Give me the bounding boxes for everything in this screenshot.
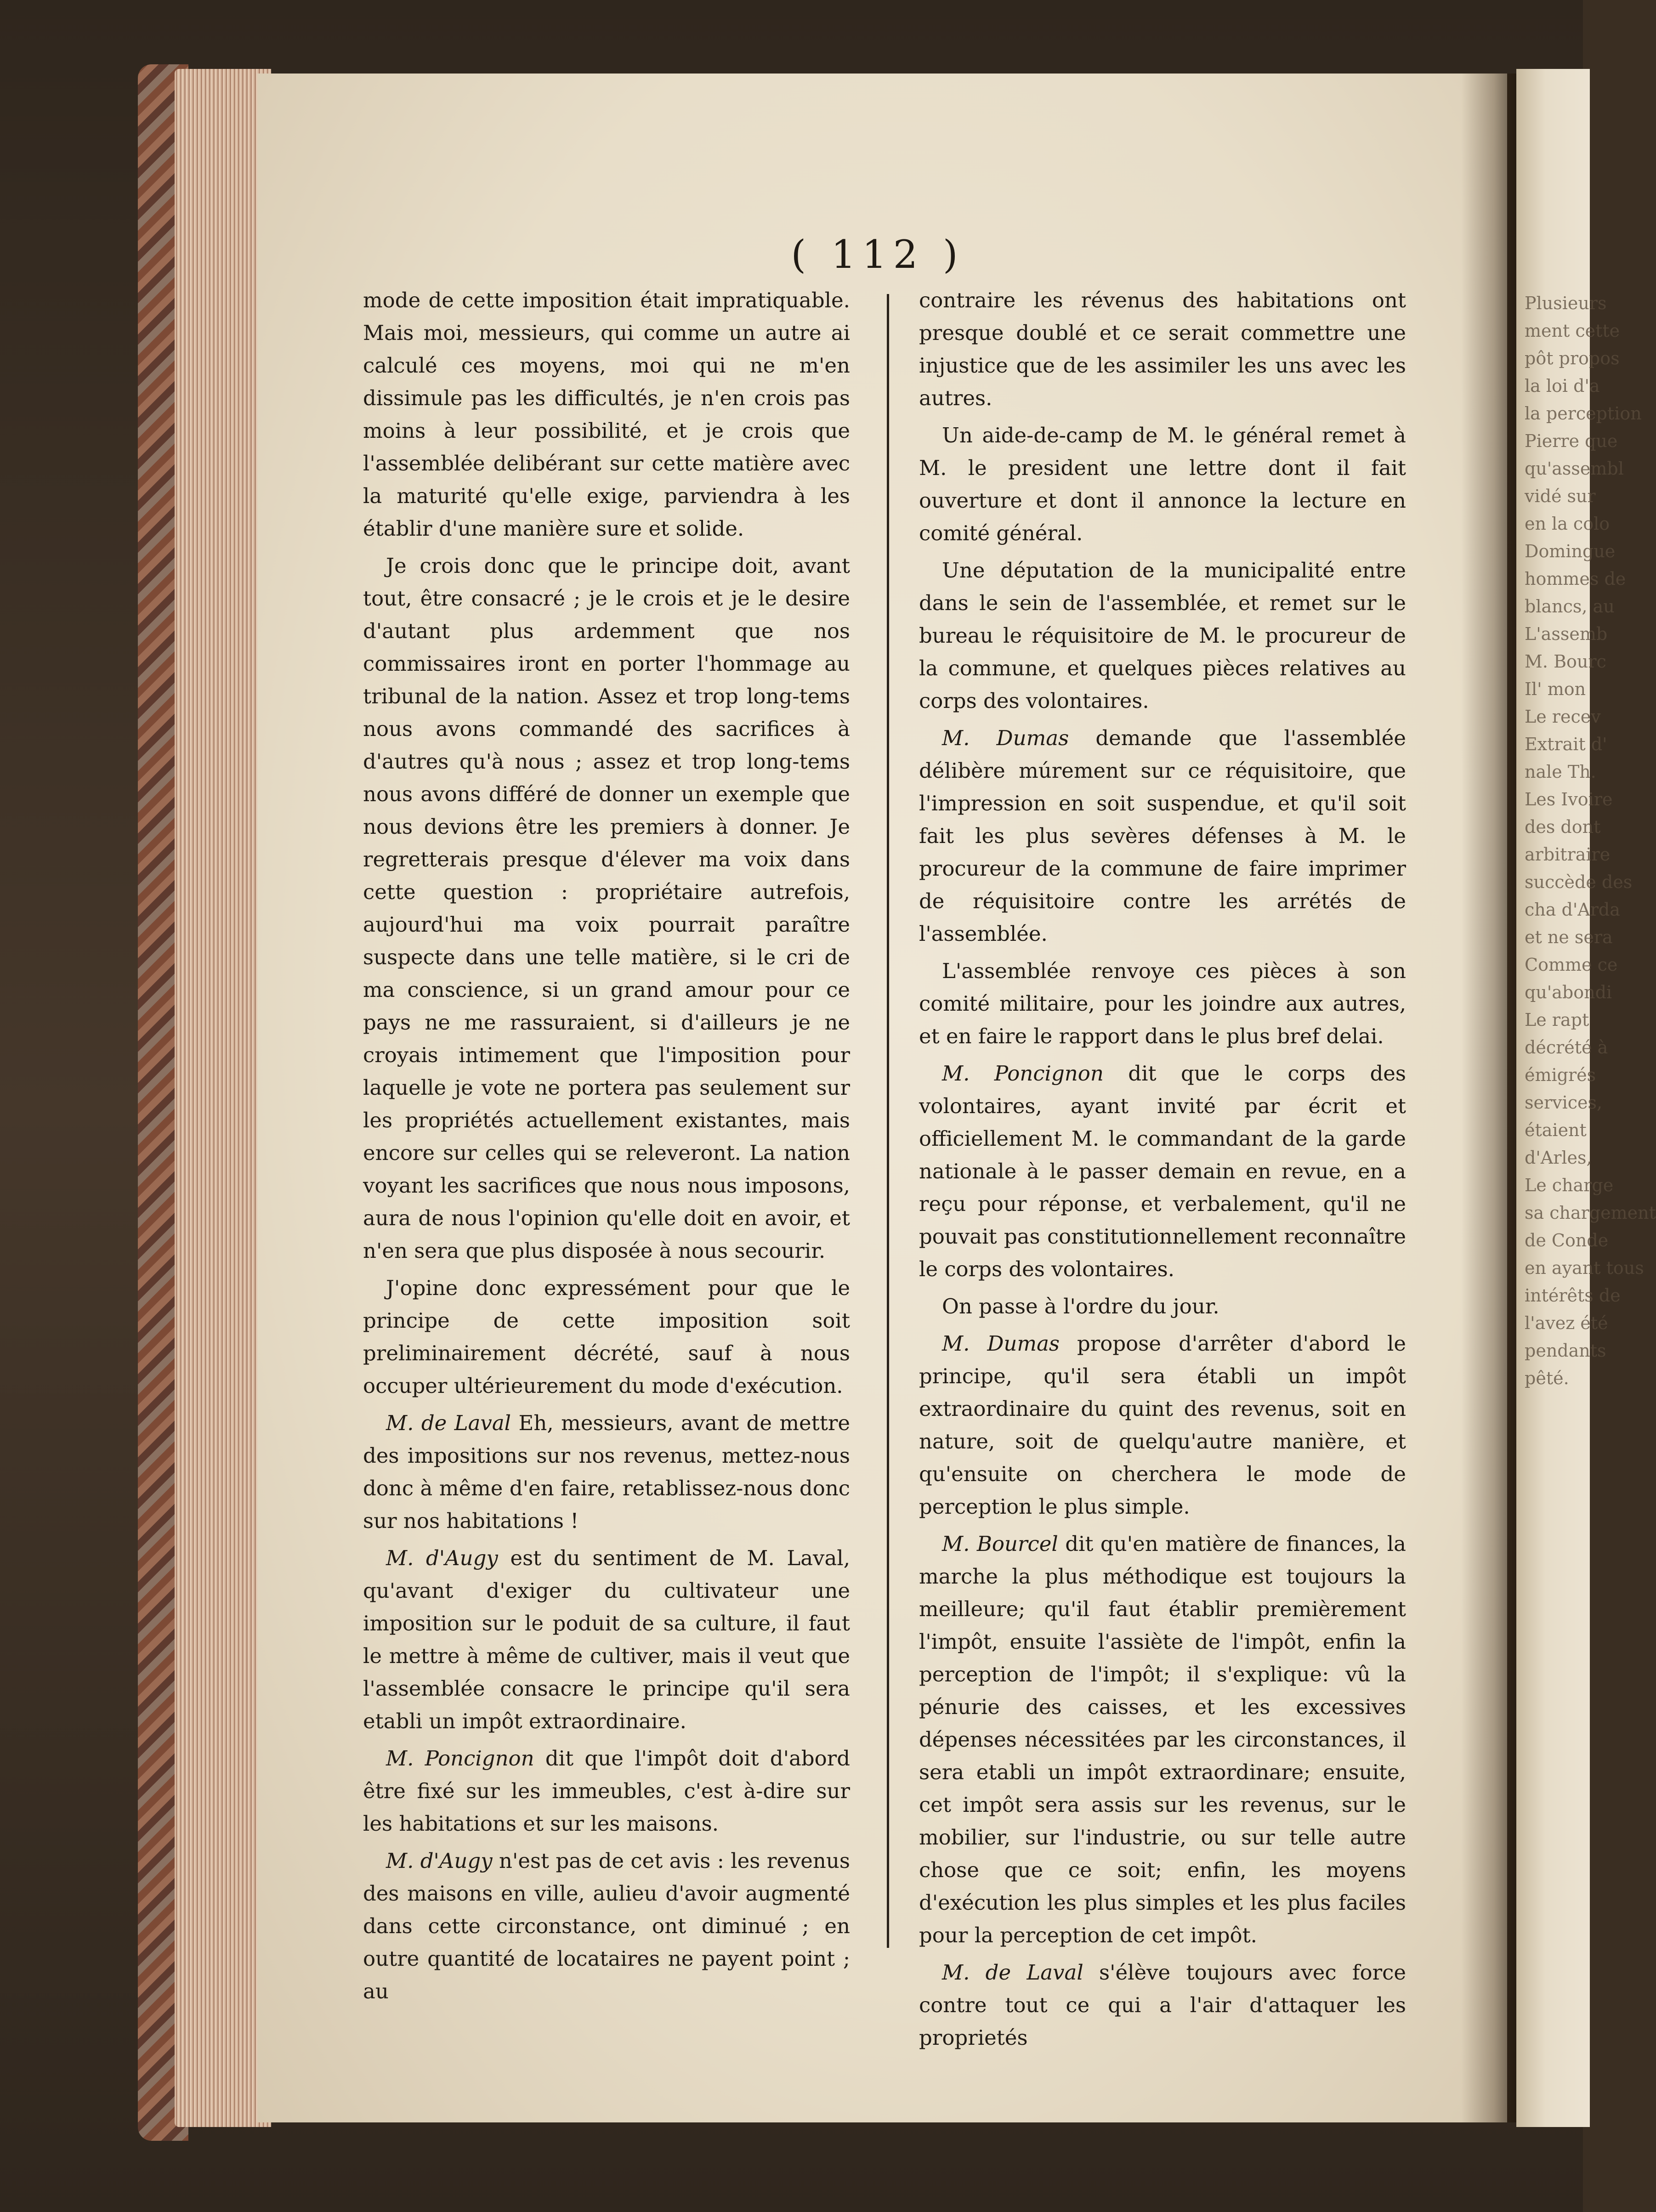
paragraph-text: contraire les révenus des habitations ont presque doublé et ce serait commettre une injustice que de les assimiler les uns avec les autres. <box>919 288 1406 410</box>
paragraph <box>919 1956 1406 2054</box>
paragraph <box>919 955 1406 1052</box>
fragment-line: Extrait d' <box>1525 734 1607 754</box>
fragment-line: M. Bourc <box>1525 651 1606 672</box>
paragraph <box>919 1057 1406 1285</box>
fragment-line: L'assemb <box>1525 624 1608 644</box>
fragment-line: en la colo <box>1525 514 1610 534</box>
paragraph <box>363 1272 850 1402</box>
paragraph-text: Je crois donc que le principe doit, avant tout, être consacré ; je le crois et je le desire d'autant plus ardemment que nos commissaires iront en porter l'hommage au tribunal de la nation. Assez et trop long-tems nous avons commandé des sacrifices à d'autres qu'à nous ; assez et trop long-tems nous avons différé de donner un exemple que nous devions être les premiers à donner. Je regretterais presque d'élever ma voix dans cette question : propriétaire autrefois, aujourd'hui ma voix pourrait paraître suspecte dans une telle matière, si le cri de ma conscience, si un grand amour pour ce pays ne me rassuraient, si d'ailleurs je ne croyais intimement que l'imposition pour laquelle je vote ne portera pas seulement sur les propriétés actuellement existantes, mais encore sur celles qui se releveront. La nation voyant les sacrifices que nous nous imposons, aura de nous l'opinion qu'elle doit en avoir, et n'en sera que plus disposée à nous secourir. <box>363 554 850 1263</box>
fragment-line: la loi d'a <box>1525 376 1600 396</box>
paragraph <box>919 1290 1406 1323</box>
paragraph <box>363 1844 850 2008</box>
paragraph-text: demande que l'assemblée délibère múrement sur ce réquisitoire, que l'impression en soit suspendue, et qu'il soit fait les plus sevères défenses à M. le procureur de la commune de faire imprimer de réquisitoire contre les arrétés de l'assemblée. <box>919 726 1406 946</box>
speaker-name: M. Poncignon <box>386 1746 534 1771</box>
fragment-line: blancs, au <box>1525 596 1615 617</box>
right-page-text <box>1516 69 1656 1392</box>
paragraph <box>363 1407 850 1537</box>
paragraph-text: dit que l'impôt doit d'abord être fixé sur les immeubles, c'est à-dire sur les habitations et sur les maisons. <box>363 1746 851 1836</box>
fragment-line: Comme ce <box>1525 955 1618 975</box>
paragraph <box>919 419 1406 549</box>
left-text-column <box>363 284 850 2012</box>
page-edges <box>175 69 271 2127</box>
fragment-line: en ayant tous <box>1525 1258 1644 1278</box>
column-rule <box>887 294 889 1948</box>
fragment-line: intérêts de <box>1525 1285 1621 1306</box>
paragraph-text: s'élève toujours avec force contre tout ce qui a l'air d'attaquer les proprietés <box>919 1960 1406 2050</box>
paragraph <box>919 1527 1406 1952</box>
paragraph-text: Eh, messieurs, avant de mettre des impositions sur nos revenus, mettez-nous donc à même d'en faire, retablissez-nous donc sur nos habitations ! <box>363 1411 850 1533</box>
fragment-line: pendants <box>1525 1341 1606 1361</box>
fragment-line: ment cette <box>1525 321 1620 341</box>
fragment-line: Il' mon <box>1525 679 1586 699</box>
paragraph <box>919 722 1406 950</box>
fragment-line: Plusieurs <box>1525 293 1607 313</box>
fragment-line: services, <box>1525 1092 1603 1113</box>
fragment-line: Les Ivoire <box>1525 789 1613 809</box>
paragraph <box>919 284 1406 414</box>
fragment-line: pêté. <box>1525 1368 1569 1388</box>
paragraph <box>363 1742 850 1840</box>
fragment-line: d'Arles, <box>1525 1148 1592 1168</box>
speaker-name: M. d'Augy <box>386 1849 493 1873</box>
fragment-line: et ne sera <box>1525 927 1613 947</box>
fragment-line: décrété à <box>1525 1037 1608 1058</box>
paragraph <box>919 1327 1406 1523</box>
speaker-name: M. Dumas <box>942 726 1069 750</box>
paragraph-text: J'opine donc expressément pour que le principe de cette imposition soit preliminairement décrété, sauf à nous occuper ultérieurement du mode d'exécution. <box>363 1276 850 1398</box>
fragment-line: Le rapt <box>1525 1010 1589 1030</box>
paragraph-text: mode de cette imposition était impratiquable. Mais moi, messieurs, qui comme un autre ai calculé ces moyens, moi qui ne m'en dissimule pas les difficultés, je n'en crois pas moins à leur possibilité, et je crois que l'assemblée delibérant sur cette matière avec la maturité qu'elle exige, parviendra à les établir d'une manière sure et solide. <box>363 288 850 541</box>
fragment-line: Le recev <box>1525 707 1601 727</box>
fragment-line: des dont <box>1525 817 1601 837</box>
paragraph-text: n'est pas de cet avis : les revenus des maisons en ville, aulieu d'avoir augmenté dans cette circonstance, ont diminué ; en outre quantité de locataires ne payent point ; au <box>363 1849 850 2003</box>
paragraph-text: propose d'arrêter d'abord le principe, qu'il sera établi un impôt extraordinaire du quint des revenus, soit en nature, soit de quelqu'autre manière, et qu'ensuite on cherchera le mode de perception le plus simple. <box>919 1331 1406 1519</box>
paragraph-text: L'assemblée renvoye ces pièces à son comité militaire, pour les joindre aux autres, et en faire le rapport dans le plus bref delai. <box>919 959 1406 1048</box>
fragment-line: vidé sur <box>1525 486 1596 506</box>
fragment-line: arbitraire <box>1525 844 1611 865</box>
speaker-name: M. de Laval <box>942 1960 1083 1985</box>
speaker-name: M. de Laval <box>386 1411 511 1435</box>
paragraph-text: On passe à l'ordre du jour. <box>942 1294 1219 1318</box>
fragment-line: sa chargement <box>1525 1203 1656 1223</box>
fragment-line: de Conde <box>1525 1230 1609 1250</box>
paragraph-text: Une députation de la municipalité entre dans le sein de l'assemblée, et remet sur le bureau le réquisitoire de M. le procureur de la commune, et quelques pièces relatives au corps des volontaires. <box>919 558 1406 713</box>
speaker-name: M. d'Augy <box>386 1546 498 1570</box>
speaker-name: M. Dumas <box>942 1331 1060 1356</box>
fragment-line: la perception <box>1525 403 1642 424</box>
fragment-line: étaient <box>1525 1120 1587 1140</box>
speaker-name: M. Poncignon <box>942 1061 1104 1086</box>
paragraph <box>363 284 850 545</box>
fragment-line: l'avez été <box>1525 1313 1608 1333</box>
paragraph-text: est du sentiment de M. Laval, qu'avant d'exiger du cultivateur une imposition sur le poduit de sa culture, il faut le mettre à même de cultiver, mais il veut que l'assemblée consacre le principe qu'il sera etabli un impôt extraordinaire. <box>363 1546 850 1733</box>
fragment-line: cha d'Arda <box>1525 900 1620 920</box>
fragment-line: Le charge <box>1525 1175 1614 1195</box>
speaker-name: M. Bourcel <box>942 1532 1058 1556</box>
paragraph <box>919 554 1406 717</box>
fragment-line: nale Th. <box>1525 762 1596 782</box>
fragment-line: hommes de <box>1525 569 1626 589</box>
right-page-fragment <box>1516 69 1656 2127</box>
fragment-line: Pierre que <box>1525 431 1618 451</box>
paragraph-text: dit qu'en matière de finances, la marche la plus méthodique est toujours la meilleure; qu'il faut établir premièrement l'impôt, ensuite l'assiète de l'impôt, enfin la perception de l'impôt; il s'explique: vû la pénurie des caisses, et les excessives dépenses nécessitées par les circonstances, il sera etabli un impôt extraordinare; ensuite, cet impôt sera assis sur les revenus, sur le mobilier, sur l'industrie, ou sur telle autre chose que ce soit; enfin, les moyens d'exécution les plus simples et les plus faciles pour la perception de cet impôt. <box>919 1532 1406 1947</box>
fragment-line: qu'assembl <box>1525 458 1624 479</box>
gutter-shadow <box>1461 74 1521 2122</box>
paragraph-text: dit que le corps des volontaires, ayant invité par écrit et officiellement M. le commandant de la garde nationale à le passer demain en revue, en a reçu pour réponse, et verbalement, qu'il ne pouvait pas constitutionnellement reconnaître le corps des volontaires. <box>919 1061 1406 1281</box>
fragment-line: succède des <box>1525 872 1633 892</box>
paragraph <box>363 1542 850 1737</box>
paragraph <box>363 549 850 1267</box>
fragment-line: émigrés <box>1525 1065 1596 1085</box>
fragment-line: qu'abondi <box>1525 982 1612 1002</box>
paragraph-text: Un aide-de-camp de M. le général remet à M. le president une lettre dont il fait ouverture et dont il annonce la lecture en comité général. <box>919 423 1406 545</box>
right-text-column <box>919 284 1406 2059</box>
fragment-line: Domingue <box>1525 541 1616 561</box>
fragment-line: pôt propos <box>1525 348 1620 368</box>
page-number: ( 112 ) <box>791 232 964 277</box>
